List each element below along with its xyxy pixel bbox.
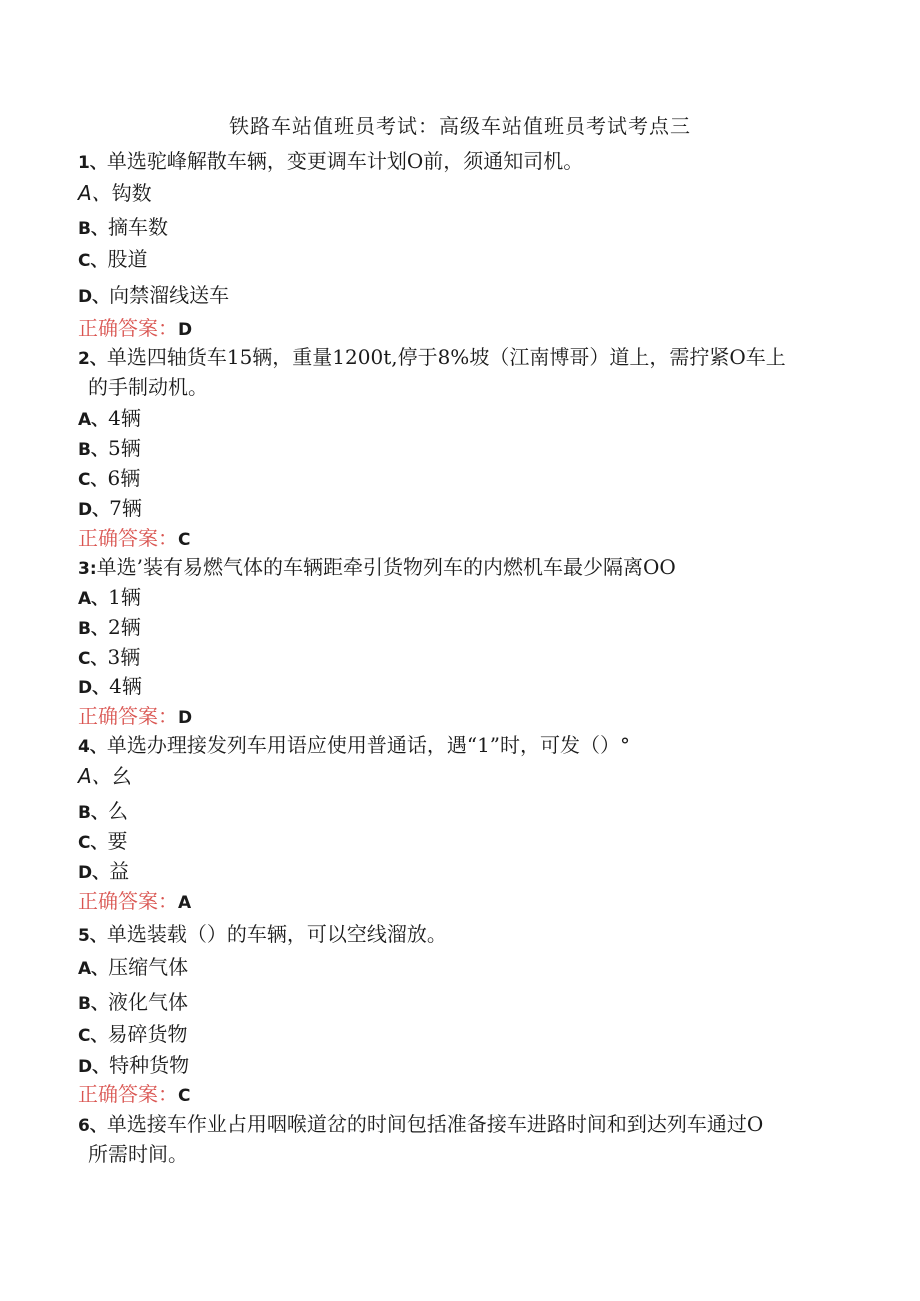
option-key: B、 <box>78 994 108 1014</box>
answer-label: 正确答案： <box>78 704 178 728</box>
option-key: B、 <box>78 440 108 460</box>
question-5-option-c <box>78 1018 187 1047</box>
question-2-option-b <box>78 432 141 461</box>
option-key: D、 <box>78 1057 110 1077</box>
question-text: 单选装载（）的车辆，可以空线溜放。 <box>106 922 447 946</box>
answer-label: 正确答案： <box>78 526 178 550</box>
question-2-answer <box>78 522 190 551</box>
question-3-option-a <box>78 581 141 610</box>
question-3-answer <box>78 700 192 729</box>
option-text: 1辆 <box>108 585 141 609</box>
question-1-option-a <box>78 177 152 206</box>
question-number: 5、 <box>78 926 107 946</box>
question-5-option-d <box>78 1049 189 1078</box>
question-1-option-b <box>78 211 168 240</box>
option-text: 要 <box>107 829 128 853</box>
option-key: C、 <box>78 251 108 271</box>
question-number: 2、 <box>78 349 107 369</box>
option-key: A、 <box>78 589 109 609</box>
option-key: D、 <box>78 500 110 520</box>
question-1-option-d <box>78 279 229 308</box>
question-3-option-d <box>78 670 142 699</box>
option-key: C、 <box>78 1026 108 1046</box>
question-number: 6、 <box>78 1116 107 1136</box>
question-text: 单选四轴货车15辆，重量1200t,停于8%坡（江南博哥）道上，需拧紧O车上 <box>106 345 786 369</box>
option-text: 摘车数 <box>107 215 168 239</box>
option-text: 液化气体 <box>107 990 188 1014</box>
option-text: 5辆 <box>107 436 141 460</box>
option-text: 压缩气体 <box>108 955 189 979</box>
option-key: D、 <box>78 678 110 698</box>
option-text: 3辆 <box>107 645 141 669</box>
question-2 <box>78 341 786 370</box>
question-text: 单选驼峰解散车辆，变更调车计划O前，须通知司机。 <box>106 149 584 173</box>
option-text: 2辆 <box>107 615 141 639</box>
answer-value: D <box>178 320 193 340</box>
document-title: 铁路车站值班员考试：高级车站值班员考试考点三 <box>229 114 691 138</box>
question-text-continued: 的手制动机。 <box>88 375 208 399</box>
option-key: C、 <box>78 833 108 853</box>
question-4 <box>78 729 630 758</box>
option-text: 向禁溜线送车 <box>109 283 230 307</box>
option-key: D、 <box>78 287 110 307</box>
question-3-option-b <box>78 611 141 640</box>
answer-label: 正确答案： <box>78 316 178 340</box>
option-key: B、 <box>78 219 108 239</box>
question-2-option-c <box>78 462 140 491</box>
question-5-option-a <box>78 951 188 980</box>
option-text: 7辆 <box>109 496 142 520</box>
question-4-option-c <box>78 825 127 854</box>
question-text: 单选办理接发列车用语应使用普通话，遇“1”时，可发（）° <box>106 733 631 757</box>
question-5 <box>78 918 447 947</box>
option-text: 益 <box>109 859 130 883</box>
question-2-option-a <box>78 402 141 431</box>
answer-label: 正确答案： <box>78 1082 178 1106</box>
option-key: A、 <box>78 959 109 979</box>
question-5-answer <box>78 1078 190 1107</box>
question-4-option-d <box>78 855 129 884</box>
question-2-continued <box>88 371 208 400</box>
question-text: 单选接车作业占用咽喉道岔的时间包括准备接车进路时间和到达列车通过O <box>106 1112 764 1136</box>
question-6 <box>78 1108 763 1137</box>
question-3-option-c <box>78 641 140 670</box>
question-3 <box>78 551 676 580</box>
question-6-continued <box>88 1138 188 1167</box>
option-key: C、 <box>78 470 108 490</box>
question-1-option-c <box>78 243 147 272</box>
answer-value: C <box>178 1086 191 1106</box>
option-key: C、 <box>78 649 108 669</box>
question-5-option-b <box>78 986 188 1015</box>
answer-label: 正确答案： <box>78 889 178 913</box>
option-text: 钩数 <box>111 181 152 205</box>
option-text: 股道 <box>107 247 148 271</box>
question-4-option-b <box>78 795 128 824</box>
option-key: D、 <box>78 863 110 883</box>
answer-value: A <box>178 893 192 913</box>
question-4-option-a <box>78 760 132 789</box>
question-number: 4、 <box>78 737 107 757</box>
option-key: A、 <box>78 181 112 205</box>
option-text: 4辆 <box>109 674 142 698</box>
question-1-answer <box>78 312 192 341</box>
question-number: 1、 <box>78 153 107 173</box>
question-text: 单选’装有易燃气体的车辆距牵引货物列车的内燃机车最少隔离OO <box>96 555 676 579</box>
option-text: 6辆 <box>107 466 141 490</box>
option-key: B、 <box>78 803 108 823</box>
question-1 <box>78 145 583 174</box>
question-4-answer <box>78 885 191 914</box>
option-text: 幺 <box>111 764 132 788</box>
option-text: 特种货物 <box>109 1053 190 1077</box>
question-text-continued: 所需时间。 <box>88 1142 188 1166</box>
answer-value: D <box>178 708 193 728</box>
question-2-option-d <box>78 492 142 521</box>
option-text: 4辆 <box>108 406 141 430</box>
answer-value: C <box>178 530 191 550</box>
option-key: B、 <box>78 619 108 639</box>
option-key: A、 <box>78 764 112 788</box>
option-key: A、 <box>78 410 109 430</box>
question-number: 3: <box>78 559 97 579</box>
option-text: 易碎货物 <box>107 1022 188 1046</box>
option-text: 么 <box>107 799 128 823</box>
